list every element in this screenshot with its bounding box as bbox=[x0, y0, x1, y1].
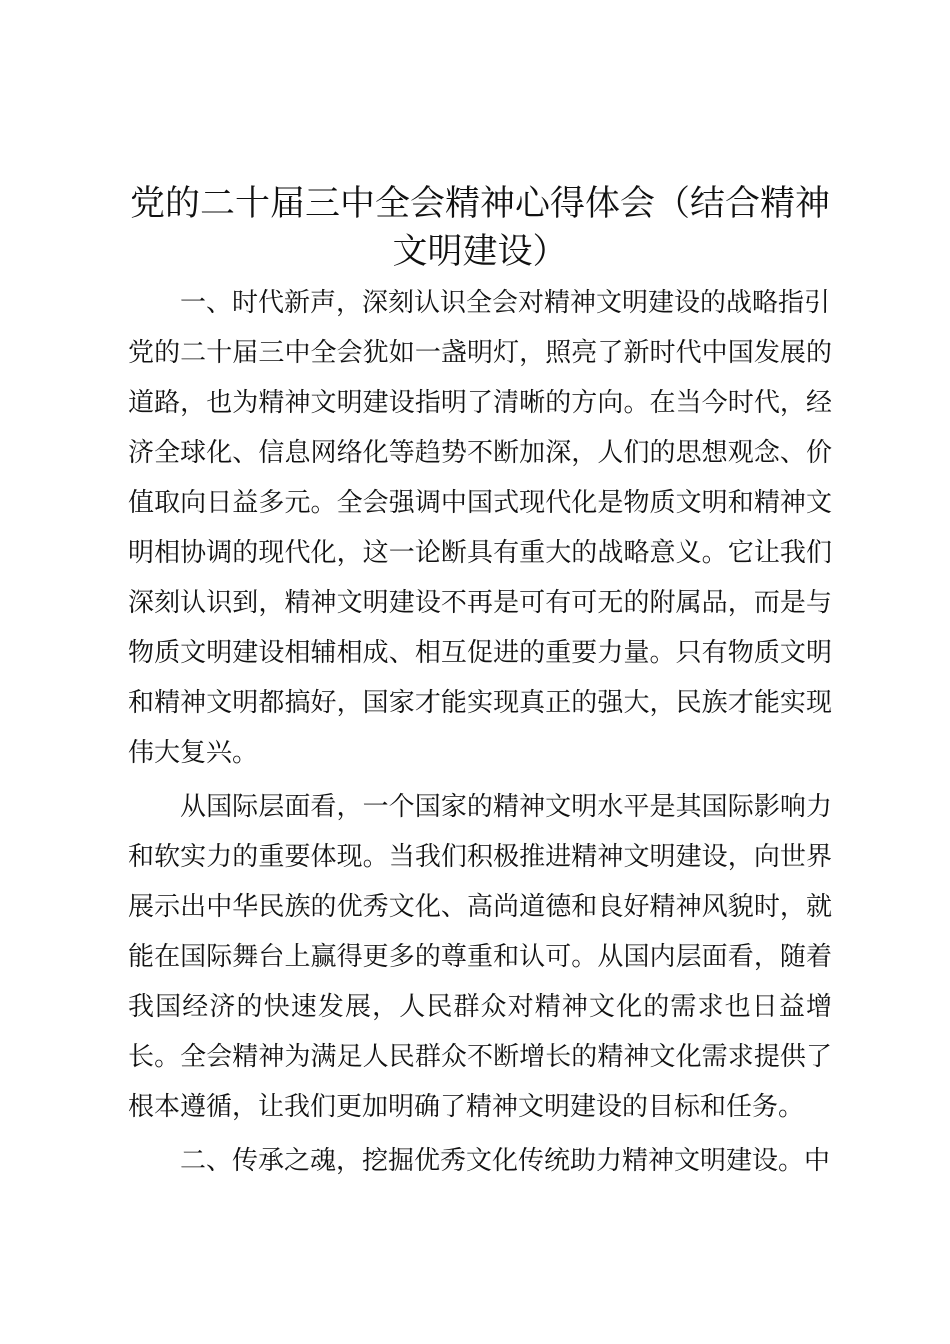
paragraph-one: 党的二十届三中全会犹如一盏明灯，照亮了新时代中国发展的道路，也为精神文明建设指明了清晰的方向。在当今时代，经济全球化、信息网络化等趋势不断加深，人们的思想观念、价值取向日益多元。全会强调中国式现代化是物质文明和精神文明相协调的现代化，这一论断具有重大的战略意义。它让我们深刻认识到，精神文明建设不再是可有可无的附属品，而是与物质文明建设相辅相成、相互促进的重要力量。只有物质文明和精神文明都搞好，国家才能实现真正的强大，民族才能实现伟大复兴。 bbox=[128, 338, 832, 768]
document-title: 党的二十届三中全会精神心得体会（结合精神文明建设） bbox=[129, 184, 830, 272]
section-two-heading: 二、传承之魂，挖掘优秀文化传统助力精神文明建设。中 bbox=[180, 1146, 831, 1176]
section-one-heading: 一、时代新声，深刻认识全会对精神文明建设的战略指引 bbox=[180, 288, 831, 318]
paragraph-two: 从国际层面看，一个国家的精神文明水平是其国际影响力和软实力的重要体现。当我们积极推进精神文明建设，向世界展示出中华民族的优秀文化、高尚道德和良好精神风貌时，就能在国际舞台上赢得更多的尊重和认可。从国内层面看，随着我国经济的快速发展，人民群众对精神文化的需求也日益增长。全会精神为满足人民群众不断增长的精神文化需求提供了根本遵循，让我们更加明确了精神文明建设的目标和任务。 bbox=[128, 792, 832, 1122]
document-page bbox=[128, 180, 832, 1186]
